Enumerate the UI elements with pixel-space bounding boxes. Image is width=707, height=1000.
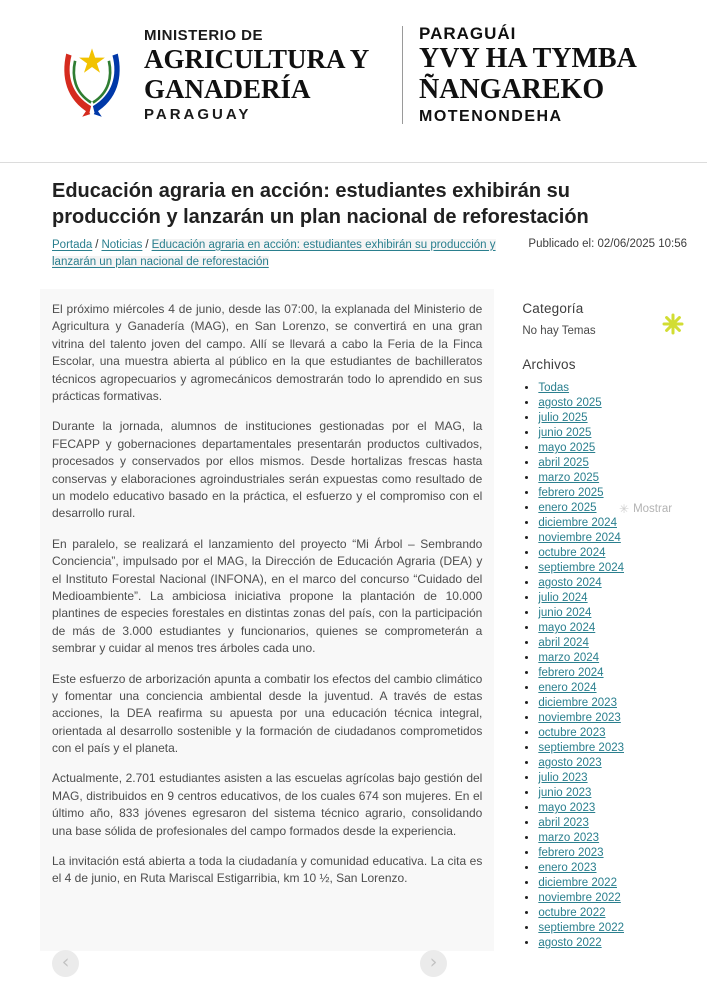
chevron-left-icon: ‹ xyxy=(61,950,70,973)
archive-link[interactable]: noviembre 2023 xyxy=(538,712,621,725)
published-date: Publicado el: 02/06/2025 10:56 xyxy=(528,237,687,250)
archive-item xyxy=(538,621,687,636)
archive-item xyxy=(538,756,687,771)
archive-link[interactable]: marzo 2025 xyxy=(538,472,600,485)
archive-item xyxy=(538,576,687,591)
archive-link[interactable]: enero 2024 xyxy=(538,682,597,695)
breadcrumb-link-portada[interactable]: Portada xyxy=(52,238,93,251)
archive-link[interactable]: febrero 2024 xyxy=(538,667,604,680)
breadcrumb-link-noticias[interactable]: Noticias xyxy=(101,238,143,251)
archive-link[interactable]: agosto 2024 xyxy=(538,577,602,590)
archive-item xyxy=(538,891,687,906)
article-paragraph: Actualmente, 2.701 estudiantes asisten a las escuelas agrícolas bajo gestión del MAG, distribuidos en 9 centros educativos, de los cuales 674 son mujeres. En el último año, 833 jóvenes egresaron del sistema técnico agrario, consolidando una base sólida de profesionales del campo formados desde la experiencia. xyxy=(52,771,483,838)
ministry-line-3: GANADERÍA xyxy=(144,73,311,104)
article-body xyxy=(40,289,494,951)
archive-link[interactable]: noviembre 2024 xyxy=(538,532,621,545)
archive-link[interactable]: octubre 2024 xyxy=(538,547,606,560)
breadcrumb xyxy=(52,237,502,272)
archive-link[interactable]: abril 2024 xyxy=(538,637,589,650)
archive-link[interactable]: septiembre 2023 xyxy=(538,742,625,755)
article-paragraph: En paralelo, se realizará el lanzamiento del proyecto “Mi Árbol – Sembrando Conciencia”, impulsado por el MAG, la Dirección de Educación Agraria (DEA) y el Instituto Forestal Nacional (INFONA), en el marco del concurso “Cuidado del Medioambiente”. La ambiciosa iniciativa propone la plantación de 10.000 plantines de especies forestales en distintas zonas del país, con la participación de más de 3.000 estudiantes y funcionarios, quienes se comprometerán a sembrar y cuidar al menos tres árboles cada uno. xyxy=(52,536,483,656)
archive-link[interactable]: junio 2024 xyxy=(538,607,592,620)
archive-link[interactable]: agosto 2023 xyxy=(538,757,602,770)
carousel-next-button[interactable] xyxy=(420,950,447,977)
category-heading: Categoría xyxy=(522,301,584,317)
guarani-line-2: YVY HA TYMBA xyxy=(419,43,637,74)
archive-link[interactable]: diciembre 2024 xyxy=(538,517,617,530)
archive-link[interactable]: noviembre 2022 xyxy=(538,892,621,905)
archive-item xyxy=(538,816,687,831)
archive-item xyxy=(538,561,687,576)
carousel-prev-button[interactable] xyxy=(52,950,79,977)
breadcrumb-separator: / xyxy=(95,238,99,251)
archive-link[interactable]: mayo 2023 xyxy=(538,802,596,815)
sidebar xyxy=(522,289,687,951)
archive-item xyxy=(538,681,687,696)
archive-item xyxy=(538,591,687,606)
guarani-wordmark xyxy=(419,24,699,126)
archive-item xyxy=(538,936,687,951)
widget-asterisk-icon: ✳ xyxy=(619,502,630,516)
chevron-right-icon: › xyxy=(429,950,438,973)
article-paragraph: Durante la jornada, alumnos de instituciones gestionadas por el MAG, la FECAPP y gobernaciones departamentales presentarán productos cultivados, procesados y conservados por ellos mismos. Desde hortalizas frescas hasta conservas y elaboraciones agroindustriales serán expuestas como resultado de un modelo educativo basado en la práctica, el esfuerzo y el compromiso con el desarrollo rural. xyxy=(52,419,483,521)
accessibility-widget-button[interactable] xyxy=(661,312,685,336)
archive-link[interactable]: mayo 2024 xyxy=(538,622,596,635)
archive-link[interactable]: agosto 2022 xyxy=(538,937,602,950)
archive-link[interactable]: septiembre 2024 xyxy=(538,562,625,575)
guarani-line-4: MOTENONDEHA xyxy=(419,107,563,125)
archive-item xyxy=(538,861,687,876)
archive-item xyxy=(538,786,687,801)
coat-of-arms-icon xyxy=(52,25,132,125)
archive-link[interactable]: junio 2023 xyxy=(538,787,592,800)
archive-item xyxy=(538,711,687,726)
archive-item xyxy=(538,876,687,891)
archive-link[interactable]: septiembre 2022 xyxy=(538,922,625,935)
archive-link[interactable]: julio 2023 xyxy=(538,772,588,785)
archive-link[interactable]: Todas xyxy=(538,382,570,395)
mostrar-tooltip xyxy=(615,501,676,517)
archive-item xyxy=(538,531,687,546)
archive-link[interactable]: abril 2025 xyxy=(538,457,589,470)
archive-link[interactable]: agosto 2025 xyxy=(538,397,602,410)
paraguay-coat-of-arms-logo xyxy=(52,25,132,125)
mostrar-tooltip-label: Mostrar xyxy=(633,503,673,515)
archive-item xyxy=(538,921,687,936)
header-divider xyxy=(402,26,403,124)
archive-item xyxy=(538,441,687,456)
archive-item xyxy=(538,456,687,471)
archives-list xyxy=(522,381,687,951)
archive-item xyxy=(538,831,687,846)
archive-item xyxy=(538,516,687,531)
archive-link[interactable]: junio 2025 xyxy=(538,427,592,440)
archive-link[interactable]: enero 2023 xyxy=(538,862,597,875)
archive-link[interactable]: mayo 2025 xyxy=(538,442,596,455)
archive-item xyxy=(538,411,687,426)
archive-item xyxy=(538,726,687,741)
archive-link[interactable]: marzo 2023 xyxy=(538,832,600,845)
article-paragraph: El próximo miércoles 4 de junio, desde las 07:00, la explanada del Ministerio de Agricultura y Ganadería (MAG), en San Lorenzo, se convertirá en una gran vitrina del talento joven del campo. Allí se llevará a cabo la Feria de la Finca Escolar, una muestra abierta al público en la que estudiantes de bachilleratos técnicos agropecuarios y agromecánicos demostrarán todo lo aprendido en sus prácticas formativas. xyxy=(52,302,483,404)
ministry-line-1: MINISTERIO DE xyxy=(144,26,264,44)
guarani-line-3: ÑANGAREKO xyxy=(419,73,605,105)
archive-item xyxy=(538,636,687,651)
archive-item xyxy=(538,801,687,816)
article-title: Educación agraria en acción: estudiantes exhibirán su producción y lanzarán un plan nacional de reforestación xyxy=(52,179,589,228)
archive-item xyxy=(538,846,687,861)
guarani-line-1: PARAGUÁI xyxy=(419,24,517,43)
breadcrumb-current[interactable]: Educación agraria en acción: estudiantes exhibirán su producción y lanzarán un plan nacional de reforestación xyxy=(52,238,496,268)
archive-item xyxy=(538,471,687,486)
archive-item xyxy=(538,741,687,756)
archive-link[interactable]: julio 2024 xyxy=(538,592,588,605)
article-paragraph: Este esfuerzo de arborización apunta a combatir los efectos del cambio climático y fomentar una conciencia ambiental desde la juventud. A través de estas acciones, la DEA reafirma su apuesta por una educación técnica integral, orientada al desarrollo sostenible y la formación de ciudadanos comprometidos con el país y el planeta. xyxy=(52,671,483,756)
archive-item xyxy=(538,906,687,921)
archive-link[interactable]: octubre 2022 xyxy=(538,907,606,920)
header-rule xyxy=(0,162,707,163)
archive-item xyxy=(538,381,687,396)
archive-link[interactable]: febrero 2023 xyxy=(538,847,604,860)
archive-item xyxy=(538,426,687,441)
archive-link[interactable]: julio 2025 xyxy=(538,412,588,425)
breadcrumb-separator: / xyxy=(145,238,149,251)
archive-link[interactable]: diciembre 2023 xyxy=(538,697,617,710)
archive-link[interactable]: octubre 2023 xyxy=(538,727,606,740)
archive-item xyxy=(538,666,687,681)
archive-item xyxy=(538,606,687,621)
archive-link[interactable]: febrero 2025 xyxy=(538,487,604,500)
archives-heading: Archivos xyxy=(522,357,576,373)
category-empty-text: No hay Temas xyxy=(522,325,596,338)
ministry-line-4: PARAGUAY xyxy=(144,106,252,124)
archive-link[interactable]: abril 2023 xyxy=(538,817,589,830)
archive-item xyxy=(538,651,687,666)
archive-item xyxy=(538,771,687,786)
archive-item xyxy=(538,696,687,711)
archive-item xyxy=(538,486,687,501)
article-paragraph: La invitación está abierta a toda la ciudadanía y comunidad educativa. La cita es el 4 de junio, en Ruta Mariscal Estigarribia, km 10 ½, San Lorenzo. xyxy=(52,854,483,886)
site-header xyxy=(0,0,707,126)
ministry-wordmark xyxy=(144,27,396,123)
archive-link[interactable]: diciembre 2022 xyxy=(538,877,617,890)
article-meta-row xyxy=(52,237,687,272)
archive-link[interactable]: marzo 2024 xyxy=(538,652,600,665)
content-row xyxy=(52,289,687,951)
archive-link[interactable]: enero 2025 xyxy=(538,502,597,515)
flower-icon xyxy=(661,312,685,336)
main-content xyxy=(0,178,707,952)
archive-item xyxy=(538,396,687,411)
ministry-line-2: AGRICULTURA Y xyxy=(144,43,370,74)
archive-item xyxy=(538,546,687,561)
